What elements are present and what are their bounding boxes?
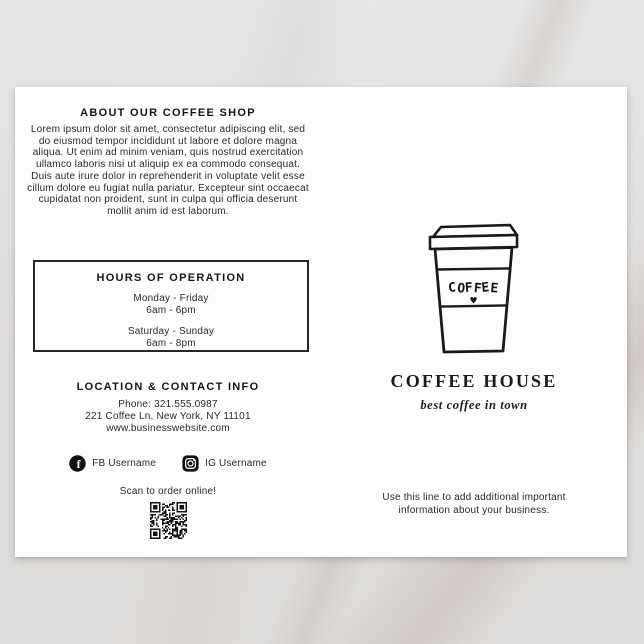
qr-caption: Scan to order online!: [119, 486, 217, 497]
instagram-username: IG Username: [205, 458, 267, 469]
cup-label-text: COFFEE: [447, 280, 500, 297]
facebook-username: FB Username: [92, 458, 157, 469]
additional-info-note: Use this line to add additional important information about your business.: [382, 492, 566, 516]
hours-weekday-days: Monday - Friday: [133, 293, 209, 304]
qr-code: [150, 502, 187, 539]
instagram-item: [182, 455, 267, 472]
about-heading: ABOUT OUR COFFEE SHOP: [80, 107, 256, 119]
brochure-page: [15, 87, 627, 557]
cup-heart-icon: ♥: [469, 296, 478, 307]
coffee-cup-illustration: [428, 220, 520, 354]
hours-weekend-group: [35, 326, 307, 350]
social-row: [15, 455, 321, 472]
hours-heading: HOURS OF OPERATION: [96, 272, 246, 284]
hours-weekday-group: [35, 293, 307, 317]
qr-wrap: [15, 502, 321, 544]
about-body-text: Lorem ipsum dolor sit amet, consectetur adipiscing elit, sed do eiusmod tempor incididunt ut labore et dolore magna aliqua. Ut enim ad minim veniam, quis nostrud exercitation ullamco laboris nisi ut aliquip ex ea commodo consequat. Duis aute irure dolor in reprehenderit in voluptate velit esse cillum dolore eu fugiat nulla pariatur. Excepteur sint occaecat cupidatat non proident, sunt in culpa qui officia deserunt mollit anim id est laborum.: [27, 124, 309, 217]
contact-phone: Phone: 321.555.0987: [118, 399, 218, 410]
hours-of-operation-box: [33, 260, 309, 352]
contact-lines: [15, 399, 321, 434]
svg-text:f: f: [76, 457, 81, 472]
shop-title: COFFEE HOUSE: [390, 371, 558, 391]
contact-address: 221 Coffee Ln, New York, NY 11101: [85, 410, 251, 422]
facebook-icon: [69, 455, 86, 472]
hours-weekend-days: Saturday - Sunday: [127, 326, 215, 337]
shop-tagline: best coffee in town: [420, 398, 528, 412]
hours-weekday-time: 6am - 6pm: [146, 305, 196, 316]
instagram-icon: [182, 455, 199, 472]
brochure-left-panel: [15, 87, 321, 557]
contact-website: www.businesswebsite.com: [106, 422, 230, 434]
brochure-right-panel: [321, 87, 627, 557]
coffee-cup-wrap: [321, 220, 627, 359]
hours-weekend-time: 6am - 8pm: [146, 338, 196, 349]
facebook-item: [69, 455, 156, 472]
contact-heading: LOCATION & CONTACT INFO: [76, 381, 260, 393]
